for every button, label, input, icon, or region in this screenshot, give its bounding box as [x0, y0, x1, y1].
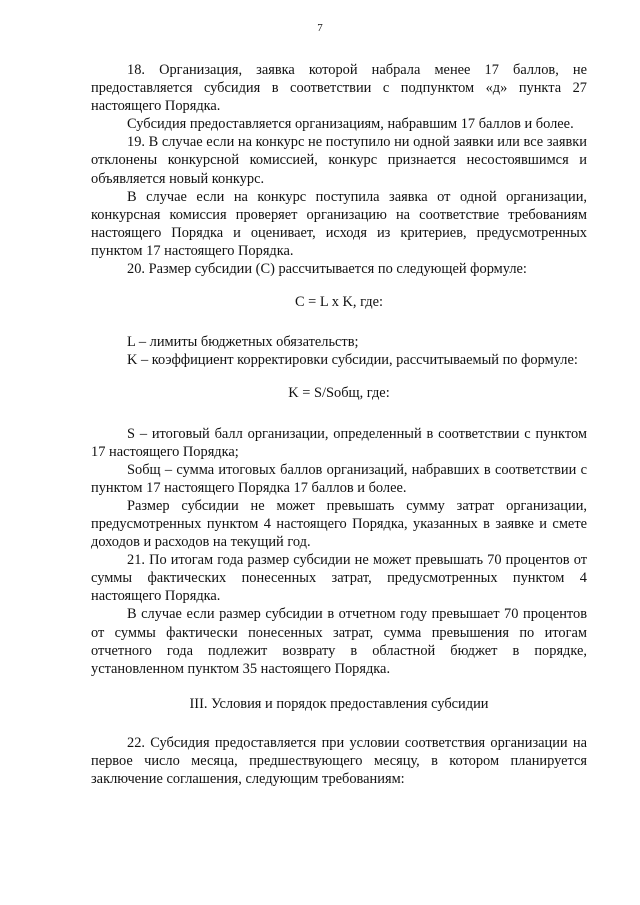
paragraph-22: 22. Субсидия предоставляется при условии соответствия организации на первое число месяца, предшествующего месяцу, в котором планируется заключение соглашения, следующим требованиям:	[91, 734, 587, 788]
page-number: 7	[317, 22, 323, 34]
paragraph-20: 20. Размер субсидии (С) рассчитывается по следующей формуле:	[127, 261, 527, 278]
paragraph-21-continued: В случае если размер субсидии в отчетном году превышает 70 процентов от суммы фактически понесенных затрат, сумма превышения по итогам отчетного года подлежит возврату в областной бюджет в порядке, установленном пунктом 35 настоящего Порядка.	[91, 606, 587, 677]
paragraph-21: 21. По итогам года размер субсидии не может превышать 70 процентов от суммы фактических понесенных затрат, предусмотренных пунктом 4 настоящего Порядка.	[91, 552, 587, 605]
definition-k: K – коэффициент корректировки субсидии, рассчитываемый по формуле:	[127, 352, 578, 369]
paragraph-18: 18. Организация, заявка которой набрала менее 17 баллов, не предоставляется субсидия в соответствии с подпунктом «д» пункта 27 настоящего Порядка.	[91, 62, 587, 115]
definition-s: S – итоговый балл организации, определенный в соответствии с пунктом 17 настоящего Порядка;	[91, 425, 587, 460]
paragraph-18-continued: Субсидия предоставляется организациям, набравшим 17 баллов и более.	[127, 116, 574, 133]
document-body	[91, 61, 587, 788]
paragraph-20-continued: Размер субсидии не может превышать сумму затрат организации, предусмотренных пунктом 4 настоящего Порядка, указанных в заявке и смете доходов и расходов на текущий год.	[91, 497, 587, 551]
section-heading: III. Условия и порядок предоставления субсидии	[189, 695, 489, 712]
paragraph-19-continued: В случае если на конкурс поступила заявка от одной организации, конкурсная комиссия проверяет организацию на соответствие требованиям настоящего Порядка и оценивает, исходя из критериев, предусмотренных пунктом 17 настоящего Порядка.	[91, 188, 587, 259]
paragraph-19: 19. В случае если на конкурс не поступило ни одной заявки или все заявки отклонены конкурсной комиссией, конкурс признается несостоявшимся и объявляется новый конкурс.	[91, 134, 587, 187]
formula-coefficient: K = S/Sобщ, где:	[288, 385, 390, 402]
formula-subsidy: С = L x K, где:	[294, 294, 384, 311]
definition-l: L – лимиты бюджетных обязательств;	[127, 334, 359, 351]
definition-s-total: Sобщ – сумма итоговых баллов организаций, набравших в соответствии с пунктом 17 настоящего Порядка 17 баллов и более.	[91, 461, 587, 496]
